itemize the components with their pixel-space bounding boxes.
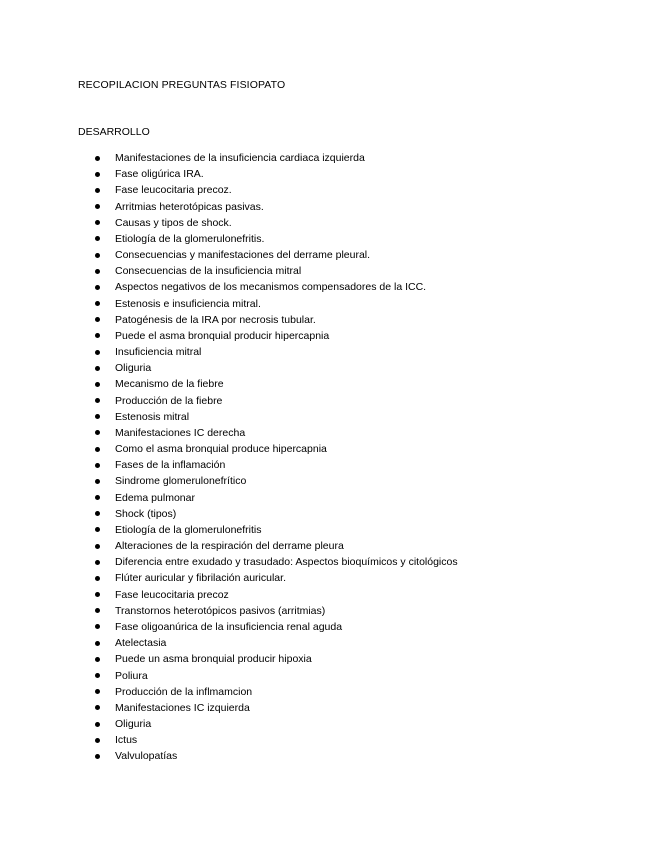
list-item-text: Fase leucocitaria precoz — [115, 588, 229, 601]
bullet-icon — [95, 722, 100, 727]
list-item-text: Manifestaciones IC derecha — [115, 426, 246, 439]
list-item-text: Consecuencias de la insuficiencia mitral — [115, 265, 302, 278]
bullet-icon — [95, 447, 100, 452]
bullet-icon — [95, 188, 100, 193]
bullet-icon — [95, 333, 100, 338]
list-item-text: Etiología de la glomerulonefritis — [115, 523, 262, 536]
list-item-text: Edema pulmonar — [115, 491, 195, 504]
bullet-icon — [95, 430, 100, 435]
bullet-icon — [95, 689, 100, 694]
bullet-icon — [95, 382, 100, 387]
bullet-icon — [95, 156, 100, 161]
list-item-text: Patogénesis de la IRA por necrosis tubular. — [115, 313, 316, 326]
list-item-text: Sindrome glomerulonefrítico — [115, 475, 247, 488]
list-item-text: Puede un asma bronquial producir hipoxia — [115, 653, 312, 666]
bullet-icon — [95, 495, 100, 500]
list-item-text: Estenosis mitral — [115, 410, 190, 423]
bullet-icon — [95, 641, 100, 646]
bullet-icon — [95, 511, 100, 516]
bullet-icon — [95, 624, 100, 629]
bullet-icon — [95, 317, 100, 322]
list-item-text: Diferencia entre exudado y trasudado: Aspectos bioquímicos y citológicos — [115, 556, 458, 569]
bullet-icon — [95, 527, 100, 532]
list-item-text: Producción de la inflmamcion — [115, 685, 253, 698]
bullet-icon — [95, 738, 100, 743]
bullet-icon — [95, 366, 100, 371]
bullet-icon — [95, 657, 100, 662]
list-item-text: Producción de la fiebre — [115, 394, 223, 407]
bullet-icon — [95, 754, 100, 759]
bullet-icon — [95, 285, 100, 290]
bullet-icon — [95, 544, 100, 549]
list-item-text: Arritmias heterotópicas pasivas. — [115, 200, 264, 213]
bullet-icon — [95, 172, 100, 177]
bullet-icon — [95, 301, 100, 306]
bullet-icon — [95, 220, 100, 225]
list-item-text: Manifestaciones de la insuficiencia cardiaca izquierda — [115, 152, 365, 164]
list-item-text: Fase oligúrica IRA. — [115, 168, 204, 181]
list-item-text: Oliguria — [115, 718, 152, 731]
list-item-text: Oliguria — [115, 362, 152, 375]
list-item-text: Ictus — [115, 734, 138, 747]
list-item-text: Estenosis e insuficiencia mitral. — [115, 297, 261, 310]
list-item-text: Transtornos heterotópicos pasivos (arritmias) — [115, 604, 326, 617]
bullet-icon — [95, 414, 100, 419]
list-item-text: Insuficiencia mitral — [115, 346, 202, 359]
bullet-icon — [95, 608, 100, 613]
list-item-text: Consecuencias y manifestaciones del derrame pleural. — [115, 249, 371, 262]
list-item-text: Fases de la inflamación — [115, 459, 226, 472]
list-item-text: Valvulopatías — [115, 750, 178, 763]
list-item-text: Manifestaciones IC izquierda — [115, 701, 250, 714]
list-item-text: Atelectasia — [115, 637, 167, 650]
bullet-icon — [95, 236, 100, 241]
bullet-icon — [95, 560, 100, 565]
list-item-text: Etiología de la glomerulonefritis. — [115, 232, 265, 245]
bullet-icon — [95, 269, 100, 274]
section-heading: DESARROLLO — [78, 126, 150, 138]
bullet-icon — [95, 398, 100, 403]
list-item-text: Poliura — [115, 669, 148, 682]
bullet-icon — [95, 463, 100, 468]
list-item-text: Fase oligoanúrica de la insuficiencia renal aguda — [115, 620, 343, 633]
list-item-text: Como el asma bronquial produce hipercapnia — [115, 443, 327, 456]
list-item-text: Flúter auricular y fibrilación auricular. — [115, 572, 286, 585]
list-item-text: Mecanismo de la fiebre — [115, 378, 224, 391]
list-item-text: Aspectos negativos de los mecanismos compensadores de la ICC. — [115, 281, 427, 294]
bullet-icon — [95, 253, 100, 258]
bullet-icon — [95, 705, 100, 710]
list-item-text: Fase leucocitaria precoz. — [115, 184, 232, 197]
bullet-icon — [95, 204, 100, 209]
list-item-text: Alteraciones de la respiración del derrame pleura — [115, 540, 344, 553]
bullet-icon — [95, 479, 100, 484]
document-title: RECOPILACION PREGUNTAS FISIOPATO — [78, 79, 286, 91]
list-item-text: Causas y tipos de shock. — [115, 216, 232, 229]
list-item-text: Puede el asma bronquial producir hipercapnia — [115, 329, 330, 342]
bullet-icon — [95, 350, 100, 355]
bullet-icon — [95, 592, 100, 597]
bullet-icon — [95, 576, 100, 581]
bullet-icon — [95, 673, 100, 678]
list-item-text: Shock (tipos) — [115, 507, 177, 520]
